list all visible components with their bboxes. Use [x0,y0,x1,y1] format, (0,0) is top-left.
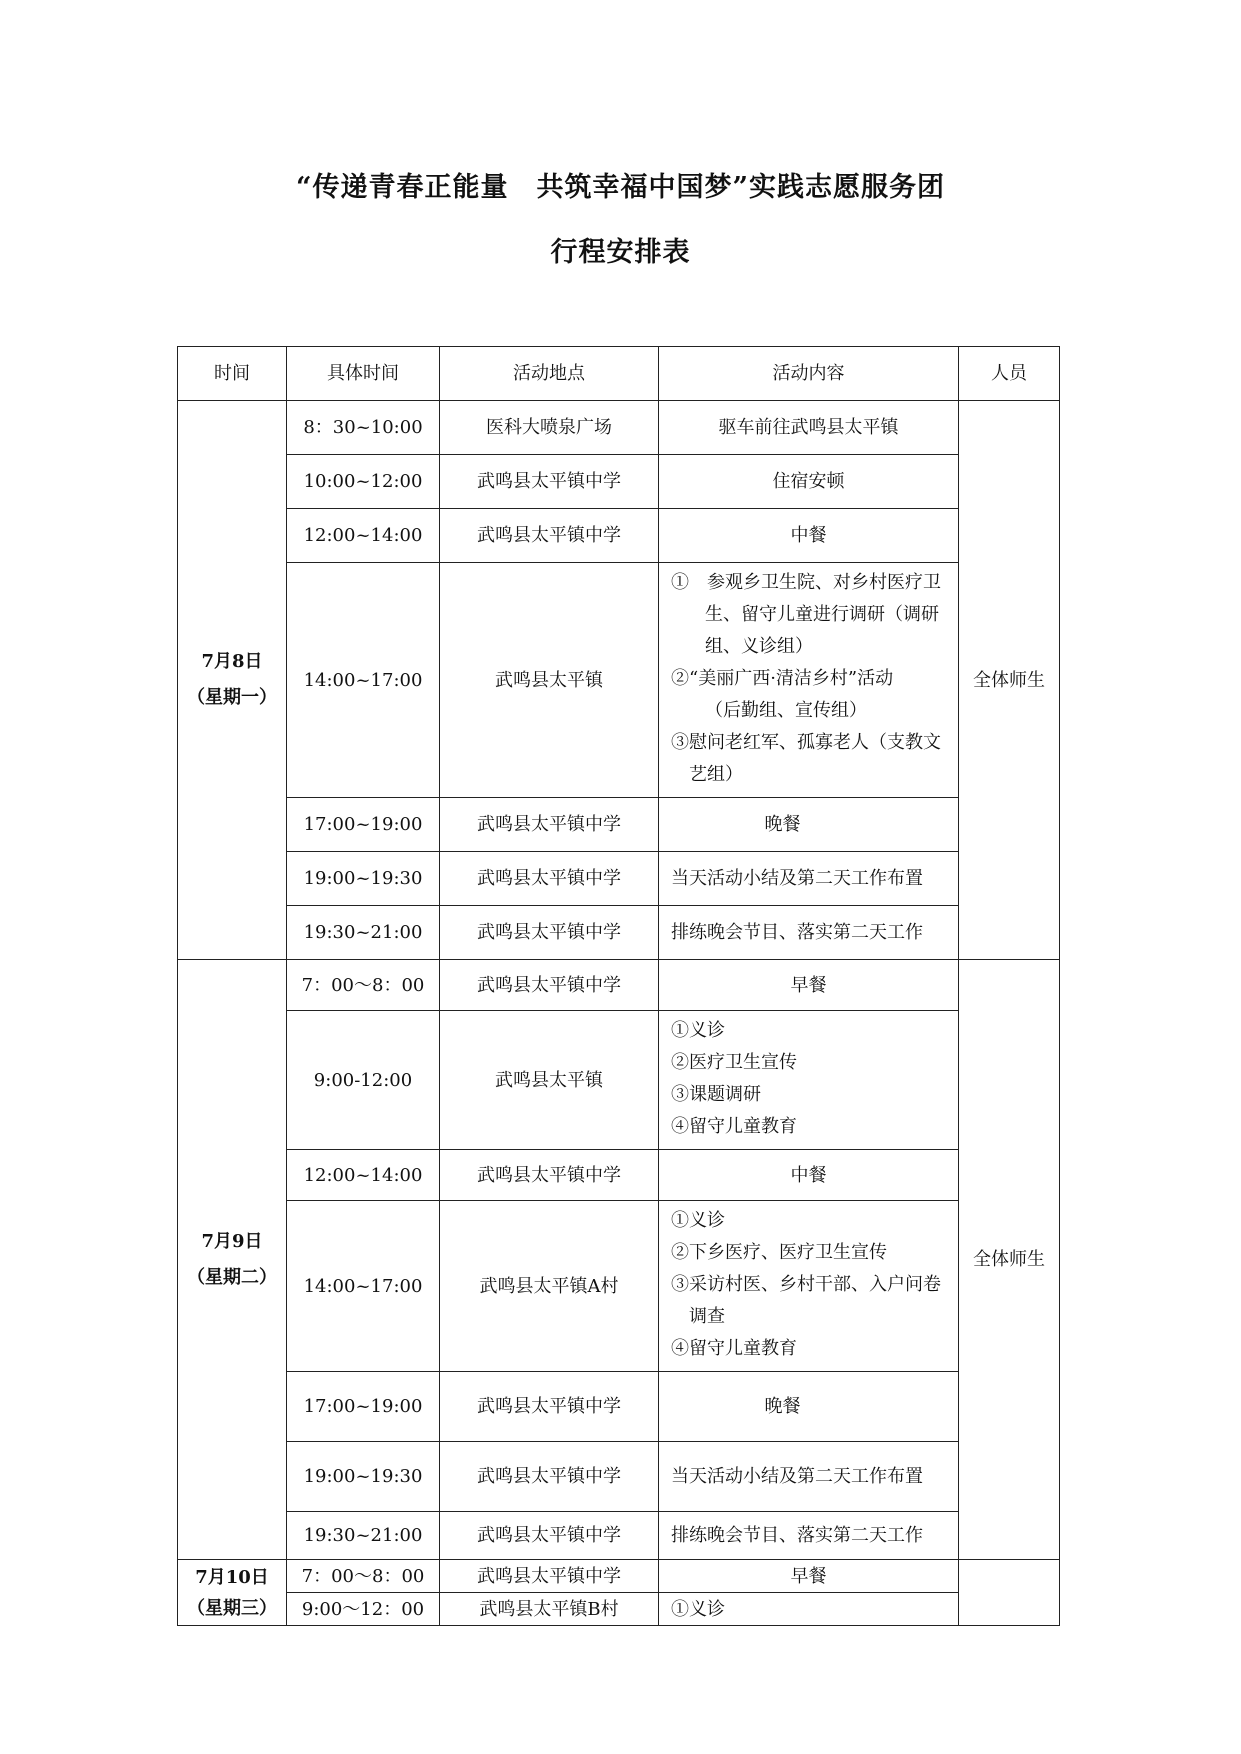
time-cell: 14:00~17:00 [287,1201,440,1372]
table-row [178,1512,1060,1560]
content-cell: 排练晚会节目、落实第二天工作 [659,906,959,960]
people-cell: 全体师生 [959,960,1060,1560]
date-cell [178,960,287,1560]
table-row [178,1560,1060,1593]
time-cell: 10:00~12:00 [287,455,440,509]
content-line: ③采访村医、乡村干部、入户问卷 [671,1274,941,1295]
table-row [178,455,1060,509]
time-cell: 9:00-12:00 [287,1011,440,1150]
time-cell: 7：00～8：00 [287,1560,440,1593]
table-row [178,509,1060,563]
content-line: 组、义诊组） [705,636,813,657]
header-row [178,347,1060,401]
content-line: 艺组） [689,764,743,785]
table-row [178,1011,1060,1150]
date-label: 7月10日 [195,1566,269,1588]
content-cell: 中餐 [659,509,959,563]
time-cell: 12:00~14:00 [287,1150,440,1201]
place-cell: 武鸣县太平镇中学 [440,798,659,852]
content-line: 生、留守儿童进行调研（调研 [705,604,939,625]
time-cell: 19:00~19:30 [287,852,440,906]
time-cell: 8：30~10:00 [287,401,440,455]
place-cell: 武鸣县太平镇B村 [440,1593,659,1626]
document-title: “传递青春正能量 共筑幸福中国梦”实践志愿服务团 [295,172,946,203]
content-line: ③慰问老红军、孤寡老人（支教文 [671,732,941,753]
place-cell: 武鸣县太平镇中学 [440,1560,659,1593]
place-cell: 武鸣县太平镇中学 [440,1442,659,1512]
header-time: 具体时间 [287,347,440,401]
date-cell [178,401,287,960]
content-cell: 当天活动小结及第二天工作布置 [659,852,959,906]
header-date: 时间 [178,347,287,401]
table-row [178,1372,1060,1442]
content-line: ②下乡医疗、医疗卫生宣传 [671,1242,887,1263]
content-cell: 当天活动小结及第二天工作布置 [659,1442,959,1512]
header-place: 活动地点 [440,347,659,401]
content-cell: 中餐 [659,1150,959,1201]
table-row [178,563,1060,798]
place-cell: 武鸣县太平镇中学 [440,455,659,509]
weekday-label: （星期三） [187,1597,277,1619]
table-row [178,1201,1060,1372]
place-cell: 武鸣县太平镇A村 [440,1201,659,1372]
place-cell: 武鸣县太平镇中学 [440,1512,659,1560]
content-cell: 排练晚会节目、落实第二天工作 [659,1512,959,1560]
time-cell: 17:00~19:00 [287,1372,440,1442]
table-row [178,852,1060,906]
people-cell: 全体师生 [959,401,1060,960]
table-row [178,906,1060,960]
place-cell: 武鸣县太平镇 [440,1011,659,1150]
content-cell [659,1201,959,1372]
date-cell [178,1560,287,1626]
time-cell: 17:00~19:00 [287,798,440,852]
content-cell: 晚餐 [659,798,959,852]
place-cell: 武鸣县太平镇中学 [440,906,659,960]
content-cell: 住宿安顿 [659,455,959,509]
content-cell: 早餐 [659,1560,959,1593]
content-line: ①义诊 [671,1020,725,1041]
time-cell: 12:00~14:00 [287,509,440,563]
content-cell [659,563,959,798]
content-cell: ①义诊 [659,1593,959,1626]
content-cell: 驱车前往武鸣县太平镇 [659,401,959,455]
header-content: 活动内容 [659,347,959,401]
content-line: ③课题调研 [671,1084,761,1105]
weekday-label: （星期一） [187,687,277,708]
place-cell: 武鸣县太平镇中学 [440,960,659,1011]
table-row [178,960,1060,1011]
time-cell: 19:30~21:00 [287,906,440,960]
content-cell: 早餐 [659,960,959,1011]
content-line: ④留守儿童教育 [671,1116,797,1137]
table-row [178,1593,1060,1626]
date-label: 7月9日 [201,1230,263,1252]
content-line: ①义诊 [671,1210,725,1231]
content-cell [659,1011,959,1150]
time-cell: 19:00~19:30 [287,1442,440,1512]
content-line: 调查 [689,1306,725,1327]
weekday-label: （星期二） [187,1266,277,1288]
place-cell: 医科大喷泉广场 [440,401,659,455]
content-cell: 晚餐 [659,1372,959,1442]
document-subtitle: 行程安排表 [550,237,691,268]
date-label: 7月8日 [201,651,263,672]
table-row [178,401,1060,455]
place-cell: 武鸣县太平镇 [440,563,659,798]
content-line: ②“美丽广西·清洁乡村”活动 [671,668,894,689]
content-line: ① 参观乡卫生院、对乡村医疗卫 [671,572,941,593]
time-cell: 19:30~21:00 [287,1512,440,1560]
content-line: ②医疗卫生宣传 [671,1052,797,1073]
header-people: 人员 [959,347,1060,401]
place-cell: 武鸣县太平镇中学 [440,1372,659,1442]
content-line: （后勤组、宣传组） [705,700,867,721]
time-cell: 9:00～12：00 [287,1593,440,1626]
place-cell: 武鸣县太平镇中学 [440,509,659,563]
table-row [178,1150,1060,1201]
place-cell: 武鸣县太平镇中学 [440,1150,659,1201]
table-row [178,1442,1060,1512]
content-line: ④留守儿童教育 [671,1338,797,1359]
table-row [178,798,1060,852]
time-cell: 7：00～8：00 [287,960,440,1011]
people-cell [959,1560,1060,1626]
schedule-table [177,346,1060,1626]
place-cell: 武鸣县太平镇中学 [440,852,659,906]
time-cell: 14:00~17:00 [287,563,440,798]
